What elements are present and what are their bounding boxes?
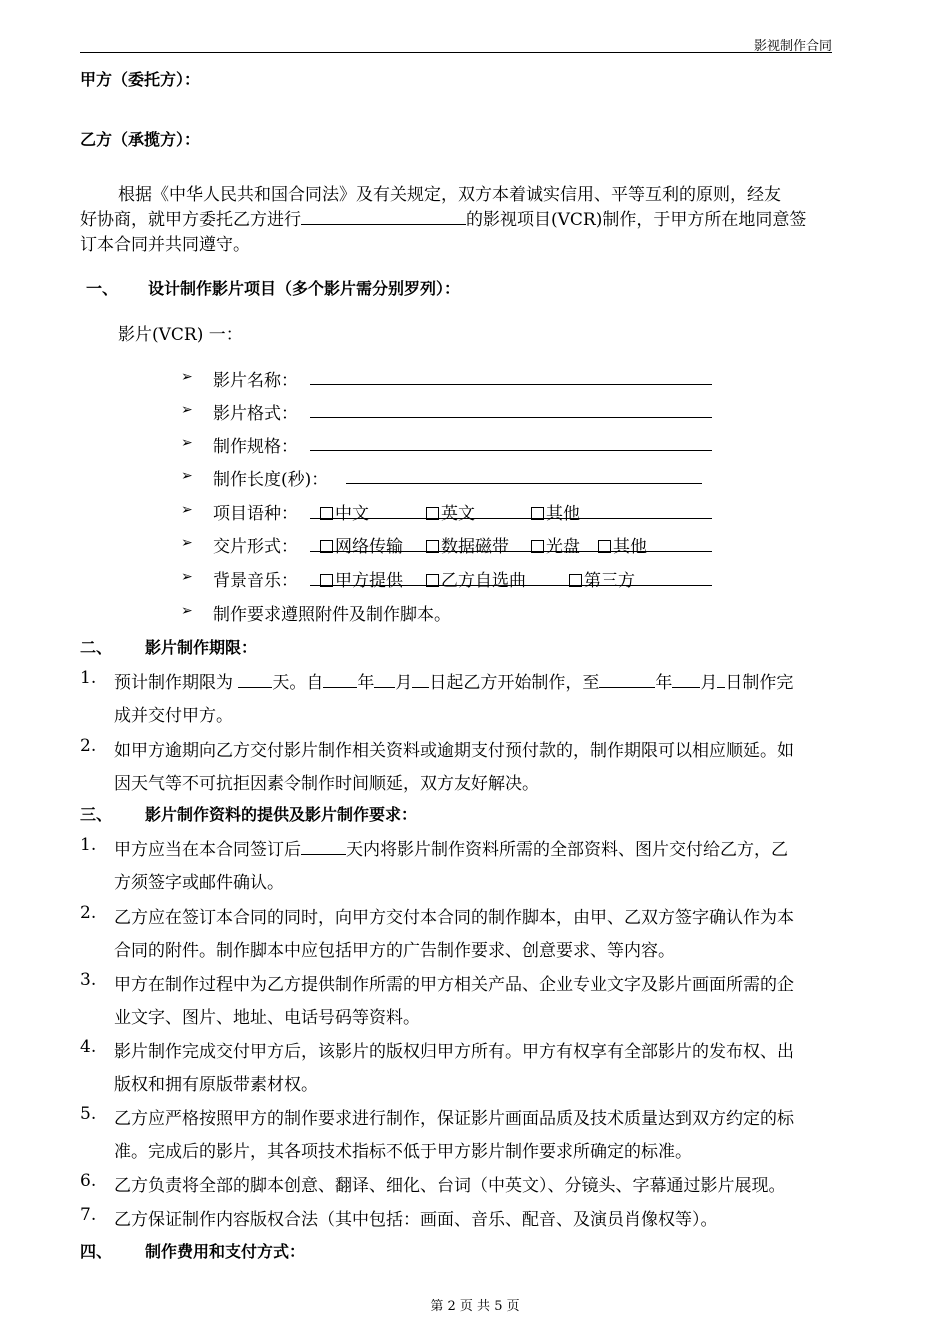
section-1-title: 设计制作影片项目（多个影片需分别罗列）：: [148, 279, 461, 298]
item-music-label: 背景音乐：: [213, 571, 298, 591]
intro-line-2: [80, 205, 806, 230]
s2-item-2-line-2: 因天气等不可抗拒因素令制作时间顺延，双方友好解决。: [114, 774, 539, 794]
arrow-bullet-icon: ➢: [181, 603, 193, 619]
length-blank[interactable]: [346, 467, 702, 484]
option-english[interactable]: 英文: [426, 499, 475, 524]
option-data-tape[interactable]: 数据磁带: [426, 532, 509, 557]
language-underline: [310, 501, 712, 519]
checkbox[interactable]: [531, 540, 544, 553]
section-2-title: 影片制作期限：: [145, 638, 258, 657]
end-year-blank[interactable]: [599, 670, 655, 688]
intro-line-2a: 好协商，就甲方委托乙方进行: [80, 210, 301, 230]
spec-blank[interactable]: [310, 434, 712, 451]
section-4-title: 制作费用和支付方式：: [145, 1242, 306, 1261]
s3-item-6-num: 6.: [80, 1171, 97, 1191]
material-days-blank[interactable]: [301, 837, 346, 855]
checkbox[interactable]: [426, 507, 439, 520]
item-requirements: 制作要求遵照附件及制作脚本。: [213, 605, 451, 625]
party-b-label: 乙方（承揽方）：: [80, 130, 201, 149]
option-third-party-music[interactable]: 第三方: [569, 566, 635, 591]
item-language-label: 项目语种：: [213, 504, 298, 524]
option-network[interactable]: 网络传输: [320, 532, 403, 557]
s2-item-1-line-2: 成并交付甲方。: [114, 706, 233, 726]
s3-item-1-line-1: 甲方应当在本合同签订后 天内将影片制作资料所需的全部资料、图片交付给乙方，乙: [114, 835, 788, 860]
arrow-bullet-icon: ➢: [181, 502, 193, 518]
checkbox[interactable]: [598, 540, 611, 553]
page-number: 第 2 页 共 5 页: [430, 1299, 520, 1314]
s2-item-2-line-1: 如甲方逾期向乙方交付影片制作相关资料或逾期支付预付款的，制作期限可以相应顺延。如: [114, 741, 794, 761]
arrow-bullet-icon: ➢: [181, 535, 193, 551]
arrow-bullet-icon: ➢: [181, 468, 193, 484]
header-title: 影视制作合同: [753, 39, 832, 54]
section-3-title: 影片制作资料的提供及影片制作要求：: [145, 805, 418, 824]
s3-item-3-num: 3.: [80, 970, 97, 990]
checkbox[interactable]: [531, 507, 544, 520]
start-month-blank[interactable]: [374, 670, 395, 688]
checkbox[interactable]: [320, 574, 333, 587]
section-1-number: 一、: [86, 279, 119, 298]
s3-item-6-line-1: 乙方负责将全部的脚本创意、翻译、细化、台词（中英文）、分镜头、字幕通过影片展现。: [114, 1176, 786, 1196]
s3-item-2-line-1: 乙方应在签订本合同的同时，向甲方交付本合同的制作脚本，由甲、乙双方签字确认作为本: [114, 908, 794, 928]
s3-item-4-line-2: 版权和拥有原版带素材权。: [114, 1075, 318, 1095]
s3-item-5-num: 5.: [80, 1104, 97, 1124]
party-a-label: 甲方（委托方）：: [80, 70, 201, 89]
option-party-a-music[interactable]: 甲方提供: [320, 566, 403, 591]
s3-item-2-num: 2.: [80, 903, 97, 923]
s3-item-1-line-2: 方须签字或邮件确认。: [114, 873, 284, 893]
s3-item-4-line-1: 影片制作完成交付甲方后，该影片的版权归甲方所有。甲方有权享有全部影片的发布权、出: [114, 1042, 794, 1062]
s3-item-4-num: 4.: [80, 1037, 97, 1057]
item-film-format-label: 影片格式：: [213, 404, 298, 424]
days-blank[interactable]: [238, 670, 272, 688]
film-format-blank[interactable]: [310, 401, 712, 418]
item-film-name-label: 影片名称：: [213, 371, 298, 391]
item-delivery-label: 交片形式：: [213, 537, 298, 557]
intro-line-2b: 的影视项目(VCR)制作，于甲方所在地同意签: [466, 210, 807, 230]
s3-item-7-num: 7.: [80, 1205, 97, 1225]
s2-item-2-num: 2.: [80, 736, 97, 756]
arrow-bullet-icon: ➢: [181, 369, 193, 385]
section-2-number: 二、: [80, 638, 113, 657]
s3-item-7-line-1: 乙方保证制作内容版权合法（其中包括：画面、音乐、配音、及演员肖像权等）。: [114, 1210, 718, 1230]
checkbox[interactable]: [426, 574, 439, 587]
section-4-number: 四、: [80, 1242, 113, 1261]
s3-item-1-num: 1.: [80, 835, 97, 855]
intro-line-1: 根据《中华人民共和国合同法》及有关规定，双方本着诚实信用、平等互利的原则，经友: [118, 185, 781, 205]
start-year-blank[interactable]: [323, 670, 357, 688]
intro-line-3: 订本合同并共同遵守。: [80, 235, 250, 255]
checkbox[interactable]: [320, 507, 333, 520]
option-disc[interactable]: 光盘: [531, 532, 580, 557]
s2-item-1-line-1: 预计制作期限为 天。自 年 月 日起乙方开始制作，至 年 月 日制作完: [114, 668, 793, 693]
project-name-blank[interactable]: [301, 207, 466, 225]
item-length-label: 制作长度(秒)：: [213, 470, 329, 490]
option-party-b-music[interactable]: 乙方自选曲: [426, 566, 526, 591]
s2-item-1-num: 1.: [80, 668, 97, 688]
film-name-blank[interactable]: [310, 368, 712, 385]
s3-item-3-line-2: 业文字、图片、地址、电话号码等资料。: [114, 1008, 420, 1028]
film-label: 影片(VCR) 一：: [118, 325, 243, 345]
item-spec-label: 制作规格：: [213, 437, 298, 457]
arrow-bullet-icon: ➢: [181, 435, 193, 451]
s3-item-3-line-1: 甲方在制作过程中为乙方提供制作所需的甲方相关产品、企业专业文字及影片画面所需的企: [114, 975, 794, 995]
option-chinese[interactable]: 中文: [320, 499, 369, 524]
checkbox[interactable]: [569, 574, 582, 587]
end-month-blank[interactable]: [672, 670, 700, 688]
arrow-bullet-icon: ➢: [181, 402, 193, 418]
s3-item-5-line-2: 准。完成后的影片，其各项技术指标不低于甲方影片制作要求所确定的标准。: [114, 1142, 692, 1162]
section-3-number: 三、: [80, 805, 113, 824]
checkbox[interactable]: [426, 540, 439, 553]
s3-item-5-line-1: 乙方应严格按照甲方的制作要求进行制作，保证影片画面品质及技术质量达到双方约定的标: [114, 1109, 794, 1129]
option-other-delivery[interactable]: 其他: [598, 532, 647, 557]
arrow-bullet-icon: ➢: [181, 569, 193, 585]
checkbox[interactable]: [320, 540, 333, 553]
start-day-blank[interactable]: [412, 670, 429, 688]
s3-item-2-line-2: 合同的附件。制作脚本中应包括甲方的广告制作要求、创意要求、等内容。: [114, 941, 675, 961]
header-divider: [80, 52, 832, 53]
option-other-language[interactable]: 其他: [531, 499, 580, 524]
